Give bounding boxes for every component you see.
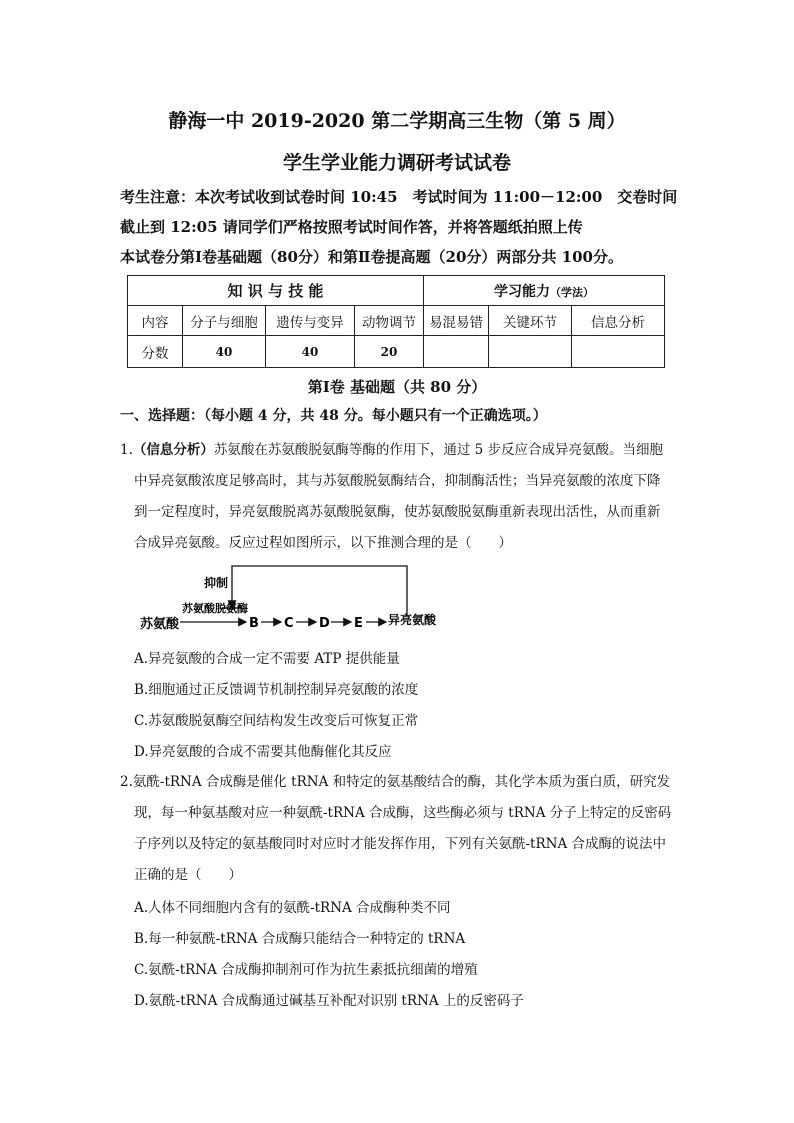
col-cell-biology: 分子与细胞	[183, 306, 266, 336]
page-subtitle: 学生学业能力调研考试试卷	[282, 152, 511, 174]
col-key-steps: 关键环节	[489, 306, 572, 336]
end-label: 异亮氨酸	[388, 613, 437, 627]
node-c: C	[284, 616, 294, 631]
row-score-label: 分数	[128, 336, 183, 368]
score-cell-biology: 40	[183, 336, 266, 368]
group-knowledge: 知 识 与 技 能	[128, 276, 424, 306]
inhibit-label: 抑制	[204, 576, 229, 590]
q1-text-1: 苏氨酸在苏氨酸脱氨酶等酶的作用下，通过 5 步反应合成异亮氨酸。当细胞	[213, 442, 664, 458]
col-info-analysis: 信息分析	[572, 306, 665, 336]
q2-option-b: B.每一种氨酰-tRNA 合成酶只能结合一种特定的 tRNA	[134, 931, 466, 947]
q1-line-4: 合成异亮氨酸。反应过程如图所示，以下推测合理的是（ ）	[134, 535, 512, 551]
score-confusing	[424, 336, 489, 368]
group-ability: 学习能力（学法）	[424, 276, 665, 306]
section-heading: 第Ⅰ卷 基础题（共 80 分）	[307, 378, 487, 396]
q2-option-c: C.氨酰-tRNA 合成酶抑制剂可作为抗生素抵抗细菌的增殖	[134, 962, 478, 978]
q2-option-d: D.氨酰-tRNA 合成酶通过碱基互补配对识别 tRNA 上的反密码子	[134, 993, 524, 1009]
q1-prefix: 1.	[120, 442, 133, 458]
score-key-steps	[489, 336, 572, 368]
q2-line-2: 现，每一种氨基酸对应一种氨酰-tRNA 合成酶，这些酶必须与 tRNA 分子上特定的反密码	[134, 805, 672, 821]
score-table	[127, 275, 665, 368]
q1-option-c: C.苏氨酸脱氨酶空间结构发生改变后可恢复正常	[134, 713, 419, 729]
q1-line-2: 中异亮氨酸浓度足够高时，其与苏氨酸脱氨酶结合，抑制酶活性；当异亮氨酸的浓度下降	[134, 473, 661, 489]
score-genetics: 40	[266, 336, 355, 368]
q2-line-4: 正确的是（ ）	[134, 867, 242, 883]
q1-tag: （信息分析）	[132, 442, 214, 458]
q2-option-a: A.人体不同细胞内含有的氨酰-tRNA 合成酶种类不同	[134, 900, 451, 916]
row-content-label: 内容	[128, 306, 183, 336]
col-confusing: 易混易错	[424, 306, 489, 336]
col-animal-regulation: 动物调节	[355, 306, 424, 336]
score-info-analysis	[572, 336, 665, 368]
node-b: B	[249, 616, 259, 631]
q1-line-1	[120, 438, 663, 458]
enzyme-label: 苏氨酸脱氨酶	[182, 602, 248, 615]
q2-line-1: 2.氨酰-tRNA 合成酶是催化 tRNA 和特定的氨基酸结合的酶，其化学本质为蛋白质，研究发	[120, 774, 671, 790]
q2-line-3: 子序列以及特定的氨基酸同时对应时才能发挥作用，下列有关氨酰-tRNA 合成酶的说法中	[134, 836, 667, 852]
score-animal-regulation: 20	[355, 336, 424, 368]
page-title: 静海一中 2019-2020 第二学期高三生物（第 5 周）	[168, 110, 626, 132]
col-genetics: 遗传与变异	[266, 306, 355, 336]
notice-line-3: 本试卷分第Ⅰ卷基础题（80分）和第Ⅱ卷提高题（20分）两部分共 100分。	[120, 248, 623, 266]
start-label: 苏氨酸	[140, 617, 180, 632]
q1-option-a: A.异亮氨酸的合成一定不需要 ATP 提供能量	[134, 651, 400, 667]
q1-option-d: D.异亮氨酸的合成不需要其他酶催化其反应	[134, 744, 392, 760]
node-e: E	[354, 616, 363, 631]
reaction-diagram	[134, 560, 444, 636]
notice-line-2: 截止到 12:05 请同学们严格按照考试时间作答，并将答题纸拍照上传	[120, 218, 583, 236]
node-d: D	[319, 616, 330, 631]
part-title: 一、选择题：（每小题 4 分，共 48 分。每小题只有一个正确选项。）	[120, 408, 547, 424]
q1-line-3: 到一定程度时，异亮氨酸脱离苏氨酸脱氨酶，使苏氨酸脱氨酶重新表现出活性，从而重新	[134, 504, 661, 520]
feedback-line	[232, 566, 407, 616]
q1-option-b: B.细胞通过正反馈调节机制控制异亮氨酸的浓度	[134, 682, 419, 698]
notice-line-1: 考生注意：本次考试收到试卷时间 10:45 考试时间为 11:00－12:00 交卷时间	[120, 188, 678, 206]
